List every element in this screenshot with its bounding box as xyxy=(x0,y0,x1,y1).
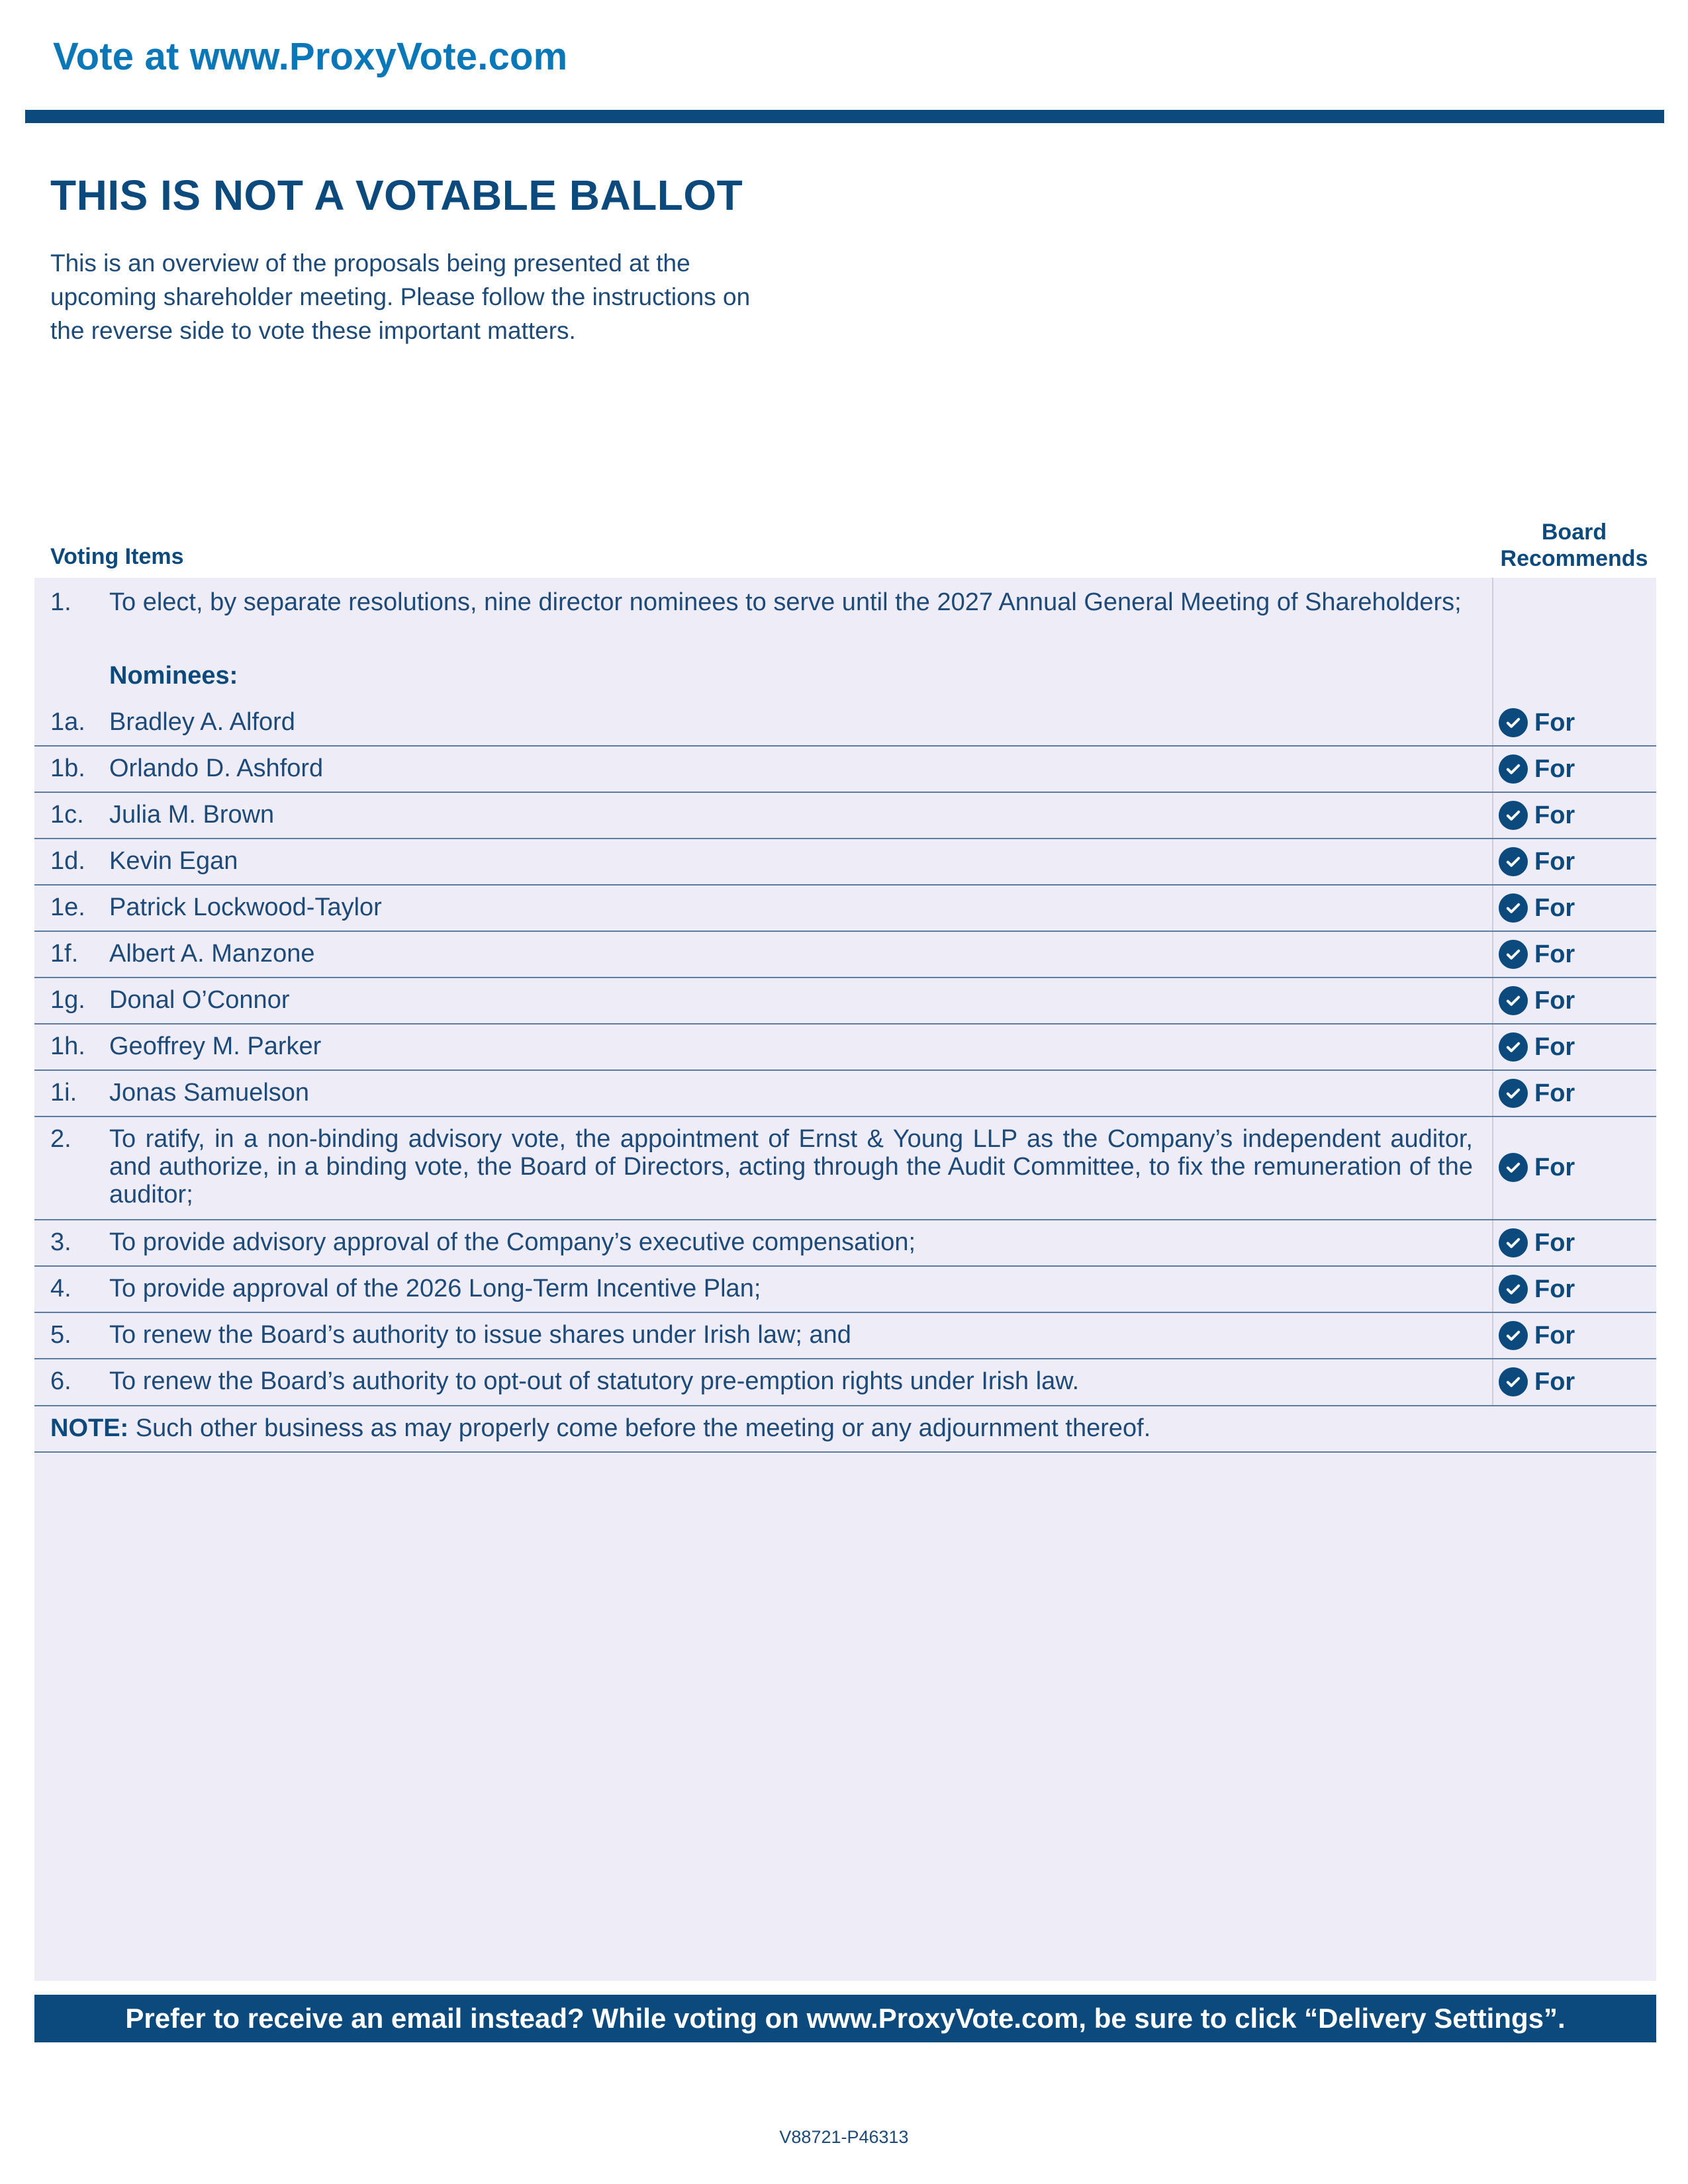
recommendation-label: For xyxy=(1534,986,1575,1015)
nominee-row xyxy=(34,793,1656,839)
item-text: Orlando D. Ashford xyxy=(109,754,324,782)
item-number: 1d. xyxy=(50,847,85,875)
recommendation xyxy=(1499,893,1575,923)
recommendation xyxy=(1499,1275,1575,1304)
recommendation xyxy=(1499,1228,1575,1257)
voting-item-row xyxy=(34,1313,1656,1359)
item-text: Jonas Samuelson xyxy=(109,1079,310,1107)
item-number: 1b. xyxy=(50,754,85,782)
item-text: Kevin Egan xyxy=(109,847,238,875)
item-text: To renew the Board’s authority to opt-out of statutory pre-emption rights under Irish law. xyxy=(109,1367,1080,1395)
nominees-label: Nominees: xyxy=(109,662,238,690)
recommendation xyxy=(1499,847,1575,876)
nominee-row xyxy=(34,886,1656,932)
check-circle-icon xyxy=(1499,708,1528,737)
item-number: 1a. xyxy=(50,708,85,736)
check-circle-icon xyxy=(1499,847,1528,876)
item-number: 3. xyxy=(50,1228,71,1256)
email-delivery-banner: Prefer to receive an email instead? While voting on www.ProxyVote.com, be sure to click “Delivery Settings”. xyxy=(34,1995,1656,2042)
voting-item-row xyxy=(34,1117,1656,1220)
recommendation-label: For xyxy=(1534,754,1575,783)
item-number: 5. xyxy=(50,1321,71,1349)
voting-item-row xyxy=(34,1220,1656,1267)
header-rule xyxy=(25,110,1664,123)
check-circle-icon xyxy=(1499,893,1528,923)
recommendation-label: For xyxy=(1534,1032,1575,1061)
item-text: Julia M. Brown xyxy=(109,801,275,829)
voting-item-row xyxy=(34,1267,1656,1313)
check-circle-icon xyxy=(1499,1228,1528,1257)
recommendation-label: For xyxy=(1534,801,1575,829)
check-circle-icon xyxy=(1499,940,1528,969)
notice-line-2: upcoming shareholder meeting. Please follow the instructions on xyxy=(50,283,751,310)
recommendation-label: For xyxy=(1534,1153,1575,1181)
item-text: To provide approval of the 2026 Long-Term Incentive Plan; xyxy=(109,1275,761,1302)
recommendation-label: For xyxy=(1534,1275,1575,1303)
item-text: Albert A. Manzone xyxy=(109,940,315,968)
item-number: 1i. xyxy=(50,1079,77,1107)
item-number: 6. xyxy=(50,1367,71,1395)
recommendation xyxy=(1499,1321,1575,1350)
recommendation-label: For xyxy=(1534,1321,1575,1349)
item-number: 1f. xyxy=(50,940,79,968)
nominee-row xyxy=(34,1071,1656,1117)
nominee-row xyxy=(34,747,1656,793)
item-text: Patrick Lockwood-Taylor xyxy=(109,893,382,921)
item-number: 2. xyxy=(50,1125,71,1153)
item-text: To elect, by separate resolutions, nine director nominees to serve until the 2027 Annual General Meeting of Shareholders; xyxy=(109,588,1462,616)
board-header-line-2: Recommends xyxy=(1500,546,1648,571)
recommendation xyxy=(1499,940,1575,969)
recommendation xyxy=(1499,801,1575,830)
notice-line-1: This is an overview of the proposals being presented at the xyxy=(50,250,690,277)
item-text: Donal O’Connor xyxy=(109,986,290,1014)
nominee-row xyxy=(34,1024,1656,1071)
voting-item-row xyxy=(34,1359,1656,1406)
item-text: To renew the Board’s authority to issue shares under Irish law; and xyxy=(109,1321,851,1349)
recommendation-label: For xyxy=(1534,940,1575,968)
nominee-row xyxy=(34,932,1656,978)
recommendation-label: For xyxy=(1534,708,1575,737)
check-circle-icon xyxy=(1499,1367,1528,1396)
note-text xyxy=(50,1414,1150,1443)
recommendation-label: For xyxy=(1534,1367,1575,1396)
nominee-row xyxy=(34,839,1656,886)
nominee-row xyxy=(34,700,1656,747)
recommendation-label: For xyxy=(1534,1228,1575,1257)
column-header-voting-items: Voting Items xyxy=(50,544,184,569)
item-text: Geoffrey M. Parker xyxy=(109,1032,322,1060)
check-circle-icon xyxy=(1499,1032,1528,1062)
notice-text xyxy=(50,246,845,347)
item-number: 1h. xyxy=(50,1032,85,1060)
document-code: V88721-P46313 xyxy=(779,2127,909,2147)
notice-line-3: the reverse side to vote these important matters. xyxy=(50,317,576,344)
check-circle-icon xyxy=(1499,1079,1528,1108)
check-circle-icon xyxy=(1499,1275,1528,1304)
check-circle-icon xyxy=(1499,1321,1528,1350)
recommendation xyxy=(1499,1032,1575,1062)
item-text: To provide advisory approval of the Company’s executive compensation; xyxy=(109,1228,916,1256)
check-circle-icon xyxy=(1499,1153,1528,1182)
item-text: Bradley A. Alford xyxy=(109,708,295,736)
item-number: 1. xyxy=(50,588,71,616)
check-circle-icon xyxy=(1499,986,1528,1015)
item-number: 1c. xyxy=(50,801,84,829)
item-number: 1e. xyxy=(50,893,85,921)
recommendation xyxy=(1499,708,1575,737)
recommendation-label: For xyxy=(1534,847,1575,876)
item-text: To ratify, in a non-binding advisory vote, the appointment of Ernst & Young LLP as the Company’s independent auditor, and authorize, in a binding vote, the Board of Directors, acting through the Audit Committee, to fix the remuneration of the auditor; xyxy=(109,1125,1473,1208)
nominee-row xyxy=(34,978,1656,1024)
item-number: 4. xyxy=(50,1275,71,1302)
notice-heading: THIS IS NOT A VOTABLE BALLOT xyxy=(50,171,743,219)
voting-item-row xyxy=(34,578,1656,707)
item-number: 1g. xyxy=(50,986,85,1014)
recommendation xyxy=(1499,1153,1575,1182)
board-header-line-1: Board xyxy=(1541,520,1607,545)
recommendation-label: For xyxy=(1534,1079,1575,1107)
recommendation xyxy=(1499,1079,1575,1108)
check-circle-icon xyxy=(1499,801,1528,830)
recommendation xyxy=(1499,986,1575,1015)
note-body: Such other business as may properly come before the meeting or any adjournment thereof. xyxy=(128,1414,1151,1442)
vote-link[interactable]: Vote at www.ProxyVote.com xyxy=(53,35,568,78)
recommendation-label: For xyxy=(1534,893,1575,922)
recommendation xyxy=(1499,1367,1575,1396)
column-header-board-recommends xyxy=(1491,519,1658,572)
note-label: NOTE: xyxy=(50,1414,129,1442)
recommendation xyxy=(1499,754,1575,784)
check-circle-icon xyxy=(1499,754,1528,784)
